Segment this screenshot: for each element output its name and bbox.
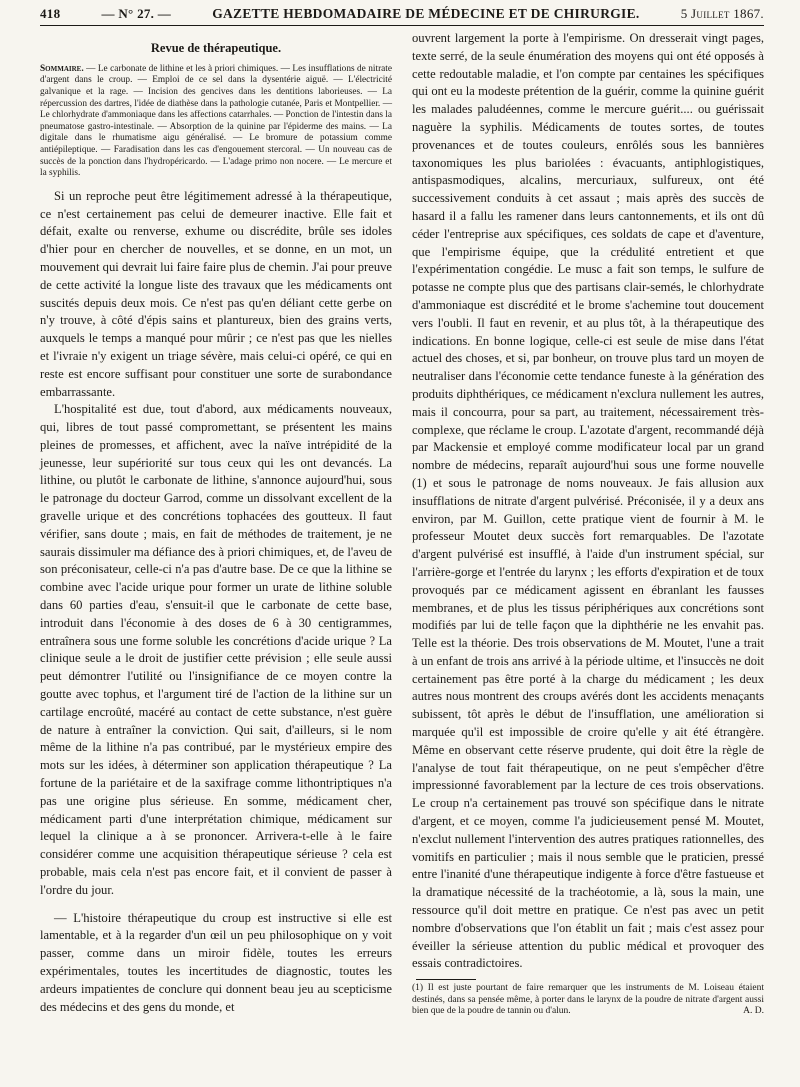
paragraph: — L'histoire thérapeutique du croup est instructive si elle est lamentable, et à la regarder d'un œil un peu philosophique on y voit passer, comme dans un miroir fidèle, toutes les erreurs expérimentales, toutes les incertitudes de diagnostic, toutes les ardeurs impatientes de conclure qui donnent beau jeu au scepticisme des médecins et des gens du monde, et <box>40 910 392 1014</box>
left-column <box>40 30 392 1017</box>
paragraph: L'hospitalité est due, tout d'abord, aux médicaments nouveaux, qui, libres de tout passé compromettant, se présentent les mains pleines de promesses, et affichent, avec la naïve intrépidité de la jeunesse, leur supériorité sur tous ceux qui les ont devancés. La lithine, ou plutôt le carbonate de lithine, s'annonce aujourd'hui, sous le patronage du docteur Garrod, comme un dissolvant excellent de la gravelle urique et des concrétions tophacées des goutteux. Il faut vérifier, sans doute ; mais, en fait de méthodes de traitement, je ne saurais dissimuler ma défiance des à priori chimiques, et, de l'aveu de son préconisateur, celle-ci n'a pas d'autre base. De ce que la lithine se combine avec l'acide urique pour former un urate de lithine soluble dans 60 parties d'eau, s'ensuit-il que le carbonate de cette base, introduit dans l'économie à des doses de 6 à 30 centigrammes, entraînera sous une forme soluble les concrétions d'acide urique ? La clinique seule a le droit de justifier cette prévision ; elle seule aussi peut démontrer l'utilité ou l'insignifiance de ce moyen contre la goutte avec tophus, et l'argument tiré de l'action de la lithine sur un cartilage encroûté, macéré au contact de cette substance, n'est guère de nature à entraîner la conviction. Qui sait, d'ailleurs, si le nom même de la lithine n'a pas contribué, par le mystérieux empire des mots sur les idées, à déterminer son application thérapeutique ? La fortune de la pariétaire et de la saxifrage comme lithontriptiques n'a pas une origine plus sérieuse. En somme, médicament cher, médicament parti d'une interprétation chimique, médicament sur lequel la clinique a à se prononcer. Arrivera-t-elle à le faire considérer comme une acquisition thérapeutique sérieuse ? cela est probable, mais cela n'est pas encore fait, et il convient de passer à l'ordre du jour. <box>40 402 392 897</box>
summary-label: Sommaire. <box>40 63 84 74</box>
section-title: Revue de thérapeutique. <box>150 41 282 55</box>
running-header <box>40 6 764 25</box>
footnote-rule <box>416 979 476 980</box>
footnote-signature: A. D. <box>743 1006 764 1017</box>
header-rule <box>40 25 764 26</box>
right-column <box>412 30 764 1017</box>
journal-title: GAZETTE HEBDOMADAIRE DE MÉDECINE ET DE CHIRURGIE. <box>212 6 640 21</box>
issue-date: 5 Juillet 1867. <box>680 6 764 21</box>
footnote <box>412 983 764 1017</box>
footnote-text: (1) Il est juste pourtant de faire remarquer que les instruments de M. Loiseau étaient destinés, dans sa pensée même, à porter dans le larynx de la poudre de nitrate d'argent aussi bien que de la poudre de tannin ou d'alun. <box>412 983 764 1017</box>
two-column-body <box>40 30 764 1017</box>
paragraph: Si un reproche peut être légitimement adressé à la thérapeutique, ce n'est certainement pas celui de demeurer inactive. Elle fait et défait, exalte ou renverse, exhume ou discrédite, brûle ses idoles d'hier pour en chercher de nouvelles, et se donne, en un mot, un mouvement qui devrait lui faire faire plus de chemin. J'ai pour preuve de cette activité la longue liste des travaux que les médicaments ont suscités depuis deux mois. Ce n'est pas qu'en déliant cette gerbe on n'y trouve, à côté d'épis sains et plantureux, bien des grains verts, auxquels le temps a manqué pour mûrir ; ce n'est pas que les nielles et l'ivraie n'y exigent un triage sévère, mais celui-ci opéré, ce qui en reste est encore suffisant pour constituer une sorte de surabondance embarrassante. <box>40 188 392 399</box>
paragraph: ouvrent largement la porte à l'empirisme. On dresserait vingt pages, texte serré, de la seule énumération des moyens qui ont été opposés à cette redoutable maladie, et l'on compte par centaines les spécifiques qui ont eu la modeste prétention de la guérir, comme la quinine guérit les malades paludéennes, comme le mercure guérit.... ou guérissait naguère la syphilis. Médicaments de toutes sortes, de toutes provenances et de toutes couleurs, enrôlés sous les bannières taxonomiques les plus bariolées : évacuants, antiphlogistiques, antispasmodiques, alcalins, mercuriaux, sulfureux, ont été successivement conduits à cet assaut ; mais après des succès de hasard il a fallu les ramener dans leurs cantonnements, et ils ont dû céder l'entreprise aux spécifiques, ces soldats de cape et d'aventure, que l'empirisme équipe, que la crédulité entretient et que l'expérimentation congédie. Le musc a fait son temps, le sulfure de potasse ne compte plus que des partisans clair-semés, le chlorhydrate d'ammoniaque est discrédité et le brome s'achemine tout doucement vers l'oubli. Il faut en revenir, et au plus tôt, à la thérapeutique des indications. En bonne logique, celle-ci est seule de mise dans l'état actuel des choses, et si, par bonheur, on trouve plus tard un moyen de neutraliser dans l'économie cette tendance funeste à la génération des produits diphthériques, ce médicament n'exclura nullement les autres, mais il concourra, pour sa part, au traitement, nécessairement très-complexe, que réclame le croup. L'azotate d'argent, recommandé déjà par Mackensie et employé comme modificateur local par un grand nombre de médecins, reparaît aujourd'hui sous une forme nouvelle (1) et sous le patronage de noms nouveaux. Je fais allusion aux insufflations de nitrate d'argent pulvérisé. Préconisée, il y a deux ans environ, par M. Guillon, cette pratique vient de fournir à M. le professeur Moutet deux succès fort remarquables. De l'azotate d'argent pulvérisé est insufflé, à l'aide d'un instrument spécial, sur l'arrière-gorge et l'entrée du larynx ; les efforts d'expiration et de toux provoqués par ce médicament agissent en ébranlant les fausses membranes, et de plus les tissus périphériques aux concrétions sont modifiés par lui de telle façon que la diphthérie ne les envahit pas. Telle est la théorie. Des trois observations de M. Moutet, l'une a trait à un enfant de trois ans arrivé à la période ultime, et l'insuccès ne doit certainement pas être porté à la charge du médicament ; les deux autres nous montrent des croups avérés dont les accidents menaçants subissent, tôt après le début de l'insufflation, une amélioration si marquée qu'il est impossible de croire qu'elle y ait été étrangère. Même en observant cette réserve prudente, qui doit être la règle de l'analyse de tout fait thérapeutique, on ne peut s'empêcher d'être impressionné favorablement par la lecture de ces trois observations. Le croup n'a certainement pas trouvé son spécifique dans le nitrate d'argent, et ce moyen, comme l'a judicieusement pensé M. Moutet, n'exclut nullement l'intervention des autres pratiques rationnelles, des vomitifs en particulier ; mais il nous semble que le praticien, pressé entre l'inanité d'une thérapeutique indigente à force d'être fastueuse et la dramatique nécessité de la trachéotomie, a là, sous la main, une ressource qu'il doit mettre en pratique. Ce n'est pas avec un petit nombre d'observations que l'on établit un fait ; mais c'est assez pour éveiller la sérieuse attention du public médical et provoquer des essais contradictoires. <box>412 31 764 971</box>
page-number: 418 <box>40 6 61 21</box>
issue-number: — N° 27. — <box>101 6 172 21</box>
summary-block <box>40 64 392 180</box>
summary-text: — Le carbonate de lithine et les à priori chimiques. — Les insufflations de nitrate d'argent dans le croup. — Emploi de ce sel dans la dysentérie aiguë. — L'électricité galvanique et la rage. — Incision des gencives dans les dentitions laborieuses. — La répercussion des dartres, l'idée de diathèse dans la pathologie cutanée, Paris et Montpellier. — Le chlorhydrate d'ammoniaque dans les affections catarrhales. — Ponction de l'intestin dans la pneumatose gastro-intestinale. — Absorption de la quinine par l'épiderme des mains. — La digitale dans le rhumatisme aigu généralisé. — Le bromure de potassium comme antiépileptique. — Faradisation dans les cas d'engouement stercoral. — Un nouveau cas de succès de la ponction dans l'hydropéricardo. — L'adage primo non nocere. — Le mercure et la syphilis. <box>40 63 392 179</box>
